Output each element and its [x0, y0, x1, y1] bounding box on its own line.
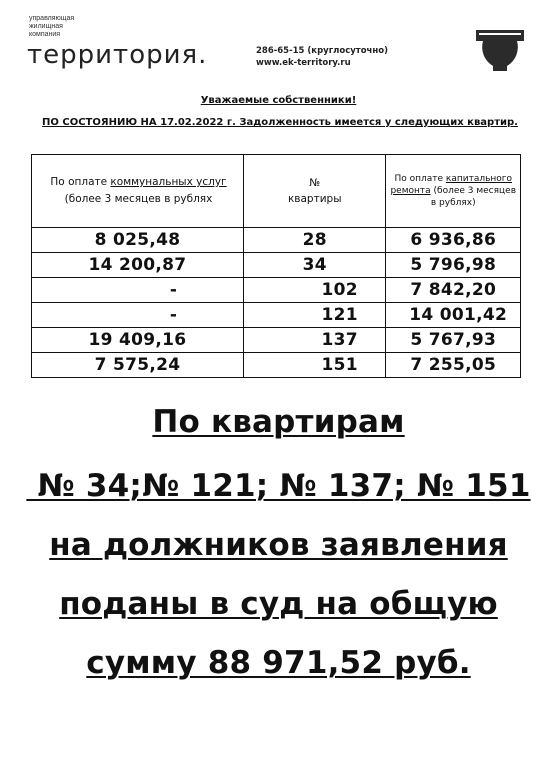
header-text-underlined: капитального ремонта [390, 174, 513, 196]
repair-debt-cell: 14 001,42 [386, 303, 521, 328]
table-row [32, 353, 521, 378]
apartment-column-header [243, 155, 386, 228]
territory-logo-icon [474, 28, 526, 73]
utilities-debt-cell: 19 409,16 [32, 328, 244, 353]
apartment-number-cell: 102 [243, 278, 386, 303]
utilities-debt-cell: 14 200,87 [32, 253, 244, 278]
apartment-number-cell: 121 [243, 303, 386, 328]
header-text: квартиры [287, 193, 342, 205]
caption-line: компания [29, 31, 61, 38]
header-text: (более 3 месяцев в рублях) [430, 186, 517, 208]
apartment-number-cell: 151 [243, 353, 386, 378]
header-text: По оплате [50, 176, 111, 188]
utilities-debt-cell: - [32, 303, 244, 328]
apartment-number-cell: 34 [243, 253, 386, 278]
table-header-row [32, 155, 521, 228]
notice-text: сумму 88 971,52 руб. [86, 645, 471, 681]
caption-line: жилищная [29, 23, 63, 30]
repair-debt-cell: 5 767,93 [386, 328, 521, 353]
utilities-debt-cell: 8 025,48 [32, 228, 244, 253]
notice-line [0, 404, 557, 440]
notice-text: По квартирам [152, 404, 405, 440]
repair-debt-cell: 7 842,20 [386, 278, 521, 303]
company-name: территория. [27, 40, 208, 70]
header-text: По оплате [394, 174, 446, 184]
caption-line: управляющая [29, 15, 75, 22]
debts-table [31, 154, 521, 378]
repair-column-header [386, 155, 521, 228]
phone-number: 286-65-15 (круглосуточно) [256, 46, 388, 56]
apartment-number-cell: 28 [243, 228, 386, 253]
table-row [32, 328, 521, 353]
notice-text: поданы в суд на общую [59, 586, 498, 622]
status-line: ПО СОСТОЯНИЮ НА 17.02.2022 г. Задолженность имеется у следующих квартир. [42, 117, 518, 128]
utilities-debt-cell: 7 575,24 [32, 353, 244, 378]
utilities-column-header [32, 155, 244, 228]
table-row [32, 253, 521, 278]
repair-debt-cell: 6 936,86 [386, 228, 521, 253]
table-row [32, 303, 521, 328]
table-row [32, 228, 521, 253]
table-row [32, 278, 521, 303]
notice-text: на должников заявления [49, 527, 508, 563]
repair-debt-cell: 5 796,98 [386, 253, 521, 278]
notice-line [0, 468, 557, 504]
website-link: www.ek-territory.ru [256, 58, 351, 68]
notice-line [0, 527, 557, 563]
repair-debt-cell: 7 255,05 [386, 353, 521, 378]
apartment-number-cell: 137 [243, 328, 386, 353]
company-type-caption [29, 15, 74, 39]
notice-text: № 34;№ 121; № 137; № 151 [26, 468, 531, 504]
header-text: № [309, 177, 321, 189]
utilities-debt-cell: - [32, 278, 244, 303]
greeting-heading: Уважаемые собственники! [200, 95, 357, 106]
contacts-block [256, 45, 388, 69]
notice-line [0, 586, 557, 622]
header-text-underlined: коммунальных услуг [110, 176, 227, 188]
header-text: (более 3 месяцев в рублях [64, 193, 213, 205]
notice-line [0, 645, 557, 681]
